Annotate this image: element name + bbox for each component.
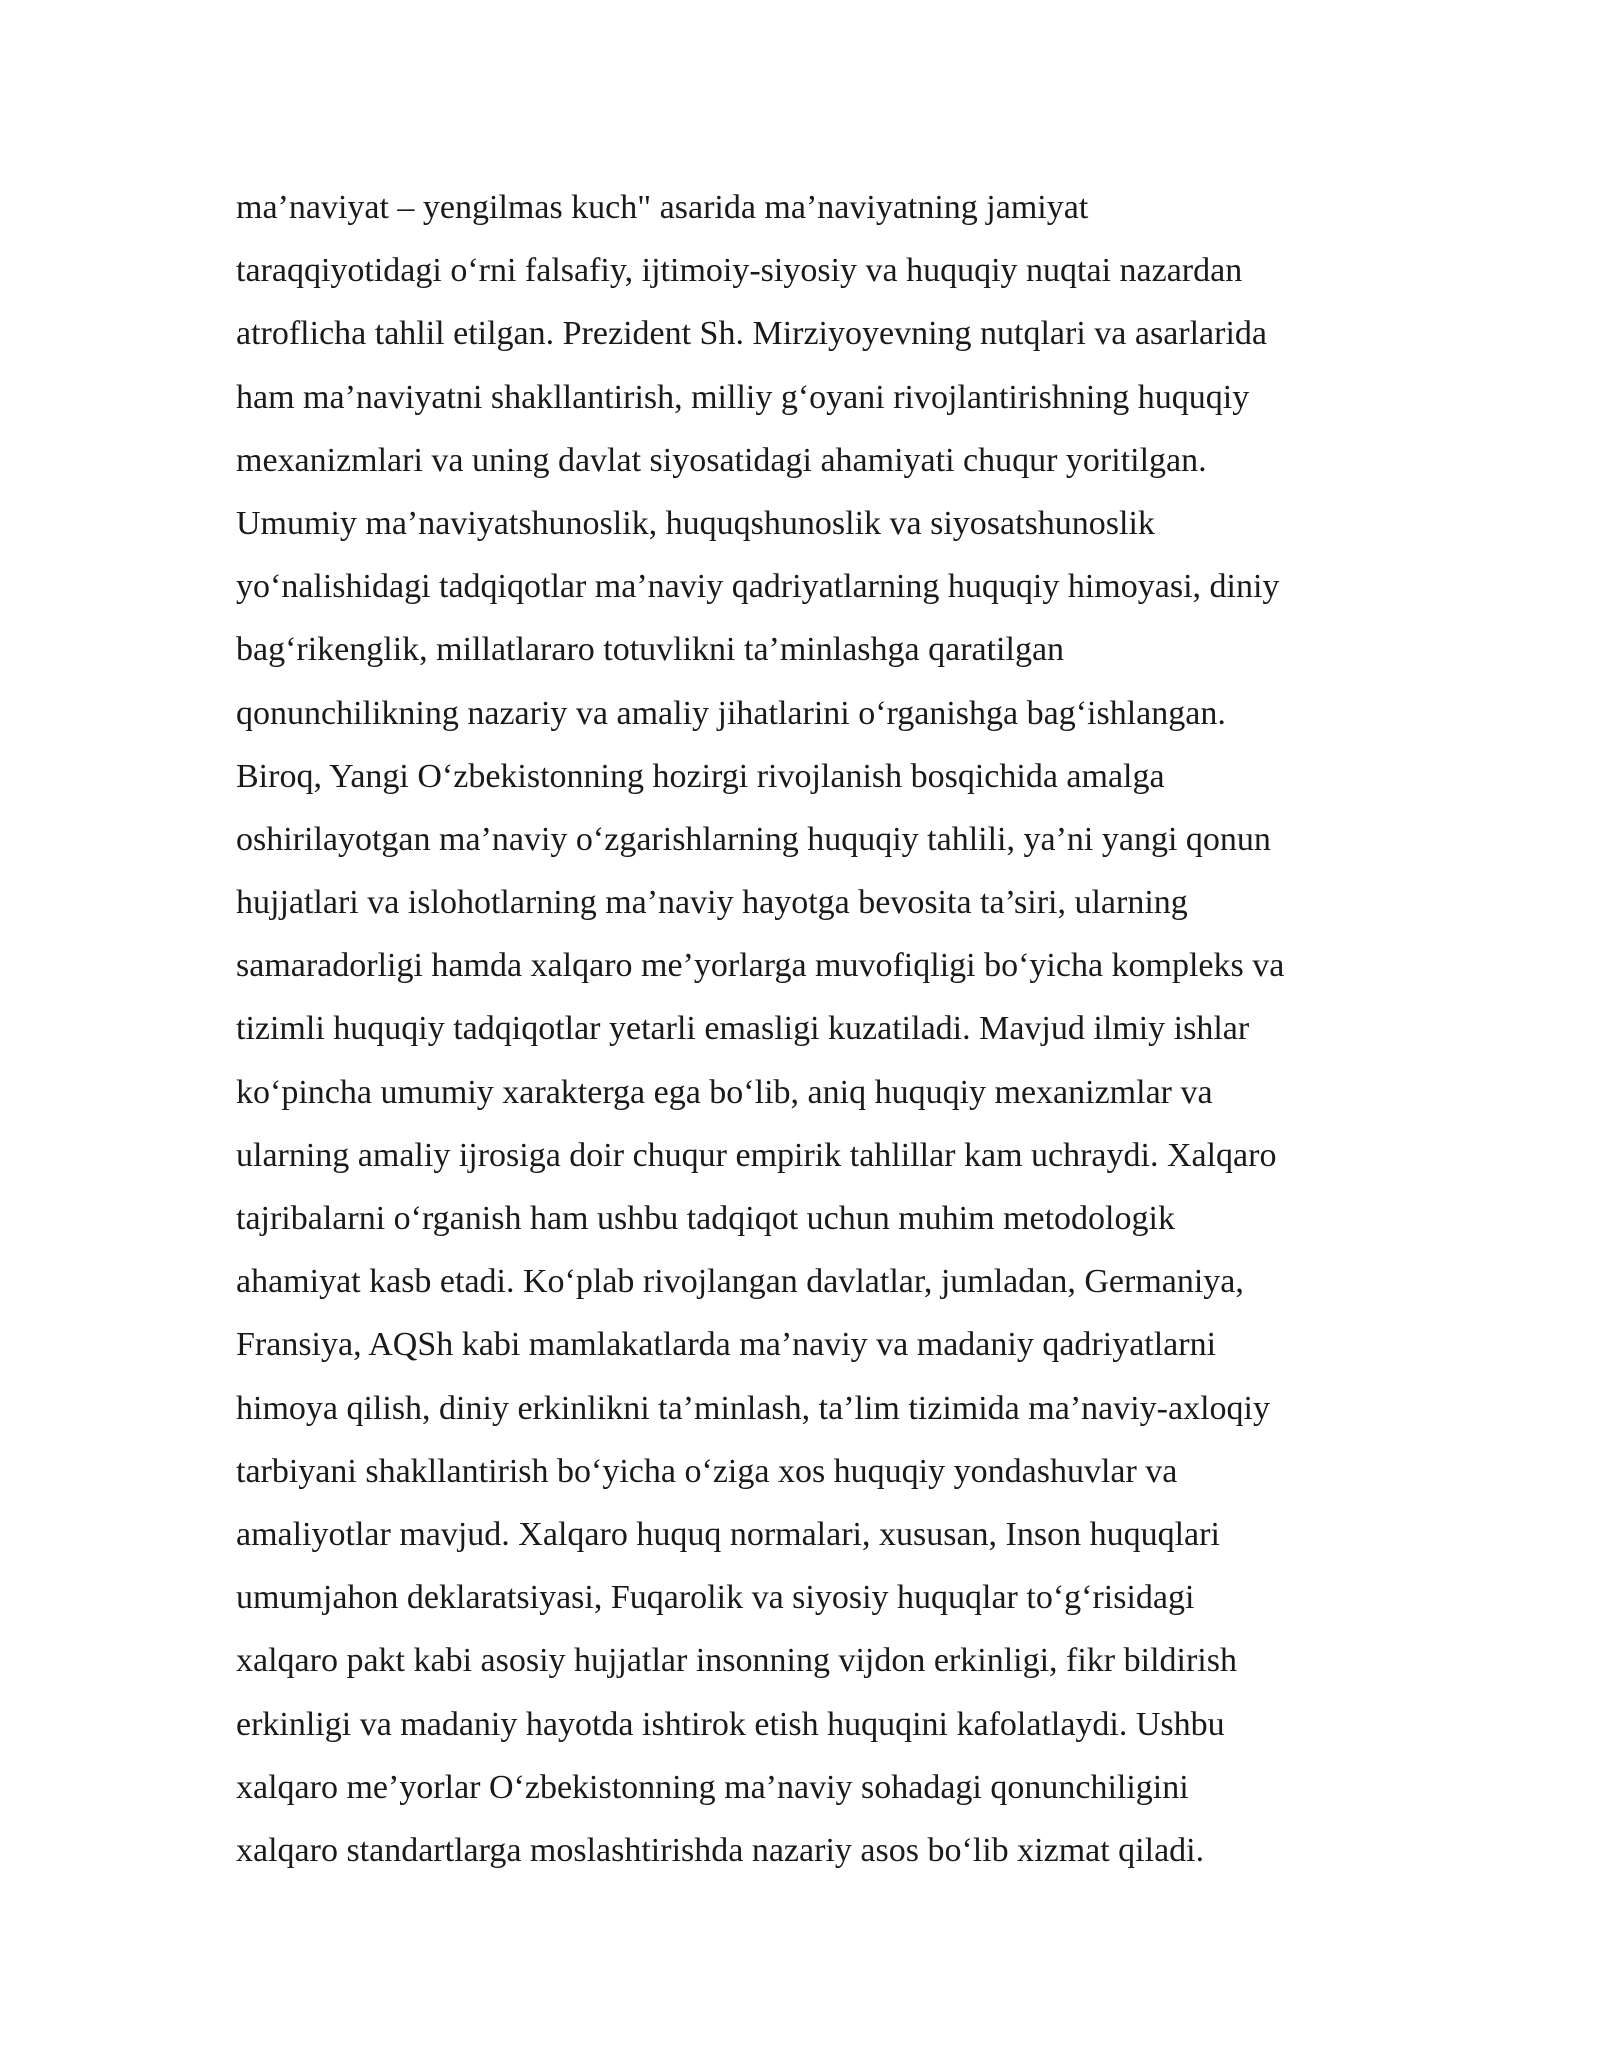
text-line: oshirilayotgan ma’naviy o‘zgarishlarning huquqiy tahlili, ya’ni yangi qonun — [236, 820, 1271, 858]
text-line: atroflicha tahlil etilgan. Prezident Sh. Mirziyoyevning nutqlari va asarlarida — [236, 315, 1268, 353]
text-line: bag‘rikenglik, millatlararo totuvlikni ta’minlashga qaratilgan — [236, 631, 1065, 669]
text-line: taraqqiyotidagi o‘rni falsafiy, ijtimoiy-siyosiy va huquqiy nuqtai nazardan — [236, 252, 1243, 290]
text-line: tajribalarni o‘rganish ham ushbu tadqiqot uchun muhim metodologik — [236, 1200, 1175, 1237]
text-line: samaradorligi hamda xalqaro me’yorlarga muvofiqligi bo‘yicha kompleks va — [236, 947, 1285, 985]
text-line: Fransiya, AQSh kabi mamlakatlarda ma’naviy va madaniy qadriyatlarni — [236, 1326, 1217, 1364]
text-line: tarbiyani shakllantirish bo‘yicha o‘ziga xos huquqiy yondashuvlar va — [236, 1452, 1178, 1490]
text-line: hujjatlari va islohotlarning ma’naviy hayotga bevosita ta’siri, ularning — [236, 884, 1188, 922]
text-line: qonunchilikning nazariy va amaliy jihatlarini o‘rganishga bag‘ishlangan. — [236, 694, 1226, 732]
text-line: umumjahon deklaratsiyasi, Fuqarolik va siyosiy huquqlar to‘g‘risidagi — [236, 1579, 1195, 1617]
text-line: yo‘nalishidagi tadqiqotlar ma’naviy qadriyatlarning huquqiy himoyasi, diniy — [236, 568, 1280, 606]
text-line: amaliyotlar mavjud. Xalqaro huquq normalari, xususan, Inson huquqlari — [236, 1515, 1220, 1553]
text-line: mexanizmlari va uning davlat siyosatidagi ahamiyati chuqur yoritilgan. — [236, 441, 1207, 479]
text-line: xalqaro me’yorlar O‘zbekistonning ma’naviy sohadagi qonunchiligini — [236, 1768, 1189, 1806]
text-line: ularning amaliy ijrosiga doir chuqur empirik tahlillar kam uchraydi. Xalqaro — [236, 1136, 1277, 1174]
text-line: xalqaro pakt kabi asosiy hujjatlar insonning vijdon erkinligi, fikr bildirish — [236, 1642, 1237, 1680]
body-text — [236, 176, 1366, 1882]
text-line: tizimli huquqiy tadqiqotlar yetarli emasligi kuzatiladi. Mavjud ilmiy ishlar — [236, 1010, 1250, 1048]
text-line: Biroq, Yangi O‘zbekistonning hozirgi rivojlanish bosqichida amalga — [236, 757, 1165, 795]
text-line: erkinligi va madaniy hayotda ishtirok etish huquqini kafolatlaydi. Ushbu — [236, 1705, 1225, 1743]
text-line: ham ma’naviyatni shakllantirish, milliy g‘oyani rivojlantirishning huquqiy — [236, 378, 1250, 416]
text-line: ma’naviyat – yengilmas kuch" asarida ma’naviyatning jamiyat — [236, 189, 1089, 226]
text-line: Umumiy ma’naviyatshunoslik, huquqshunoslik va siyosatshunoslik — [236, 504, 1155, 542]
text-line: xalqaro standartlarga moslashtirishda nazariy asos bo‘lib xizmat qiladi. — [236, 1831, 1205, 1869]
text-line: ko‘pincha umumiy xarakterga ega bo‘lib, aniq huquqiy mexanizmlar va — [236, 1073, 1213, 1111]
text-line: himoya qilish, diniy erkinlikni ta’minlash, ta’lim tizimida ma’naviy-axloqiy — [236, 1389, 1270, 1427]
text-line: ahamiyat kasb etadi. Ko‘plab rivojlangan davlatlar, jumladan, Germaniya, — [236, 1263, 1244, 1301]
